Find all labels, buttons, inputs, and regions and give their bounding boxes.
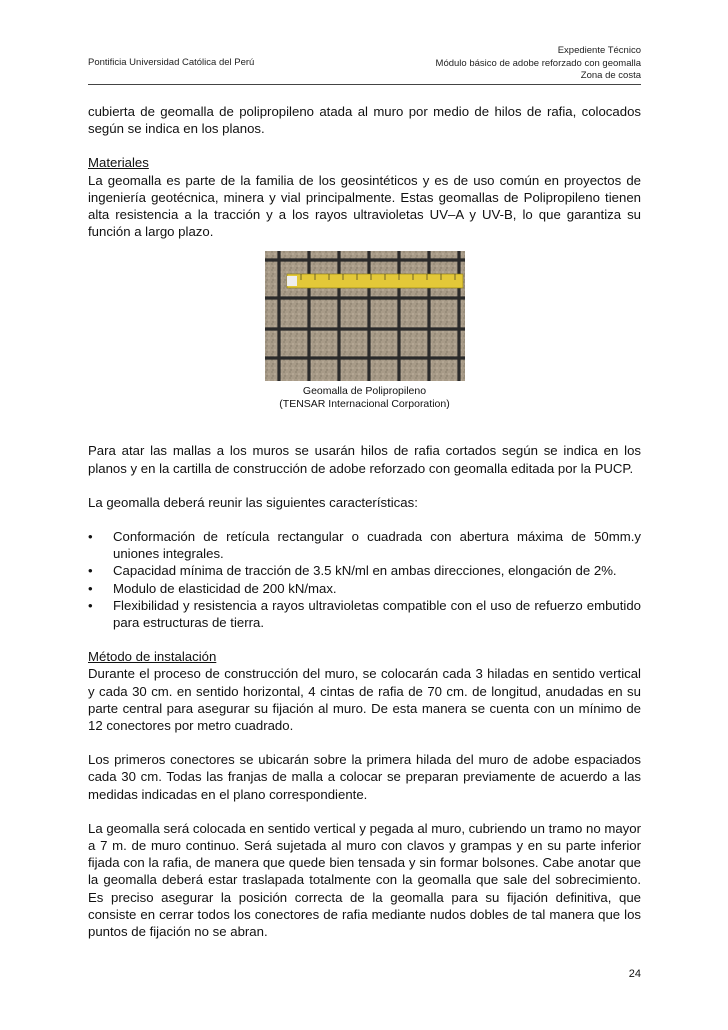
geomalla-photo bbox=[265, 251, 465, 381]
materiales-heading: Materiales bbox=[88, 155, 149, 171]
bullet-glyph: • bbox=[88, 580, 93, 596]
header-expediente: Expediente Técnico bbox=[557, 45, 641, 56]
caption-source: (TENSAR Internacional Corporation) bbox=[279, 398, 450, 411]
primeros-paragraph: Los primeros conectores se ubicarán sobre la primera hilada del muro de adobe espaciados cada 30 cm. Todas las franjas de malla a colocar se preparan previamente de acuerdo a las medidas indicadas en el plano correspondiente. bbox=[88, 752, 641, 802]
bullet-glyph: • bbox=[88, 529, 93, 545]
page-body bbox=[88, 103, 641, 940]
geomalla-figure bbox=[88, 251, 641, 411]
header-zona: Zona de costa bbox=[580, 70, 641, 81]
bullet-glyph: • bbox=[88, 597, 93, 613]
header-right bbox=[436, 45, 641, 83]
metodo-heading: Método de instalación bbox=[88, 649, 217, 665]
header-institution: Pontificia Universidad Católica del Perú bbox=[88, 57, 255, 68]
caption-title: Geomalla de Polipropileno bbox=[302, 385, 427, 398]
list-item: • Flexibilidad y resistencia a rayos ultravioletas compatible con el uso de refuerzo embutido para estructuras de tierra. bbox=[88, 597, 641, 631]
intro-paragraph: cubierta de geomalla de polipropileno atada al muro por medio de hilos de rafia, colocados según se indica en los planos. bbox=[88, 104, 641, 137]
materiales-paragraph: La geomalla es parte de la familia de los geosintéticos y es de uso común en proyectos de ingeniería geotécnica, minera y vial principalmente. Estas geomallas de Polipropileno tienen alta resistencia a la tracción y a los rayos ultravioletas UV–A y UV-B, lo que garantiza su función a largo plazo. bbox=[88, 172, 641, 240]
figure-caption bbox=[88, 385, 641, 411]
bullet-glyph: • bbox=[88, 563, 93, 579]
header-modulo: Módulo básico de adobe reforzado con geomalla bbox=[435, 57, 641, 69]
page-number: 24 bbox=[628, 968, 641, 980]
caracteristicas-list bbox=[88, 528, 641, 631]
colocada-paragraph: La geomalla será colocada en sentido vertical y pegada al muro, cubriendo un tramo no mayor a 7 m. de muro continuo. Será sujetada al muro con clavos y grampas y en su parte inferior fijada con la rafia, de manera que quede bien tensada y sin formar bolsones. Cabe anotar que la geomalla deberá estar traslapada totalmente con la geomalla que sale del sobrecimiento. Es preciso asegurar la posición correcta de la geomalla para su fijación definitiva, que consiste en cerrar todos los conectores de rafia mediante nudos dobles de tal manera que los puntos de fijación no se abran. bbox=[88, 820, 641, 940]
para-atar-paragraph: Para atar las mallas a los muros se usarán hilos de rafia cortados según se indica en los planos y en la cartilla de construcción de adobe reforzado con geomalla editada por la PUCP. bbox=[88, 443, 641, 476]
list-item: • Conformación de retícula rectangular o cuadrada con abertura máxima de 50mm.y uniones integrales. bbox=[88, 529, 641, 562]
caracteristicas-intro: La geomalla deberá reunir las siguientes características: bbox=[88, 494, 418, 510]
list-item: • Capacidad mínima de tracción de 3.5 kN/ml en ambas direcciones, elongación de 2%. bbox=[88, 563, 617, 579]
header-divider bbox=[88, 84, 641, 85]
list-item: • Modulo de elasticidad de 200 kN/max. bbox=[88, 580, 337, 596]
metodo-paragraph: Durante el proceso de construcción del muro, se colocarán cada 3 hiladas en sentido vertical y cada 30 cm. en sentido horizontal, 4 cintas de rafia de 70 cm. de longitud, anudadas en su parte central para asegurar su fijación al muro. De esta manera se cuenta con un mínimo de 12 conectores por metro cuadrado. bbox=[88, 666, 641, 734]
